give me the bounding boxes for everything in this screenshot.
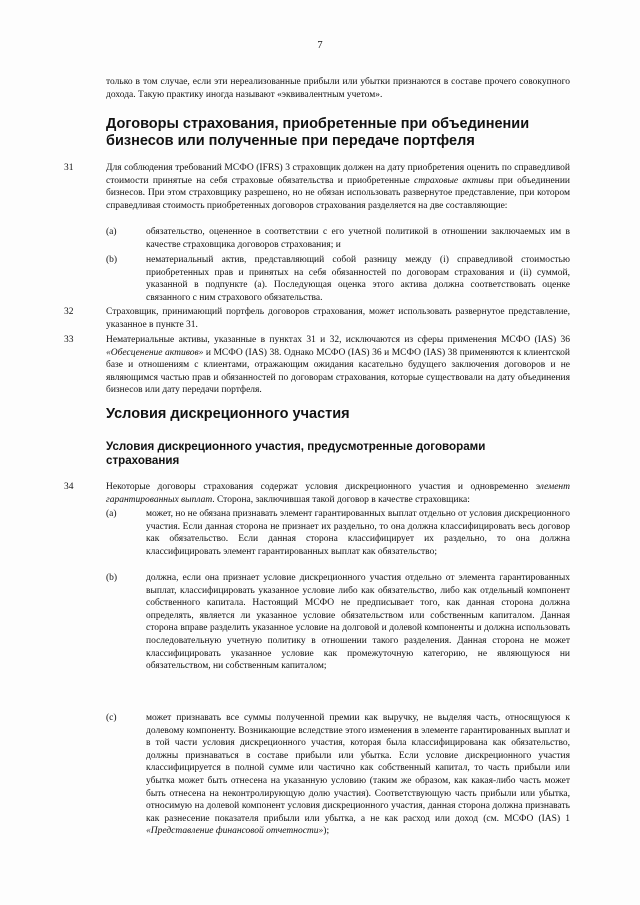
section-heading-business-combinations: Договоры страхования, приобретенные при объединении бизнесов или полученные при передаче портфеля: [106, 116, 530, 149]
paragraph-31: Для соблюдения требований МСФО (IFRS) 3 страховщик должен на дату приобретения оценить по справедливой стоимости принятые на себя страховые обязательства и приобретенные страховые активы при объединении бизнесов. При этом страховщику разрешено, но не обязан использовать развернутое представление, при котором справедливая стоимость приобретенных договоров страхования разделяется на две составляющие:: [106, 163, 570, 211]
item-label-34a: (a): [106, 509, 117, 519]
paragraph-33: Нематериальные активы, указанные в пунктах 31 и 32, исключаются из сферы применения МСФО (IAS) 36 «Обесценение активов» и МСФО (IAS) 38. Однако МСФО (IAS) 36 и МСФО (IAS) 38 применяются к клиентской базе и отношениям с клиентами, отражающим ожидания касательно будущего заключения договоров и не являющимся частью прав и обязанностей по договорам страхования, которые существовали на дату объединения бизнесов или дату передачи портфеля.: [106, 335, 570, 396]
paragraph-number-31: 31: [64, 163, 74, 173]
item-34c: может признавать все суммы полученной премии как выручку, не выделяя часть, относящуюся к долевому компоненту. Возникающие вследствие этого изменения в элементе гарантированных выплат и в той части условия дискреционного участия, которая была классифицирована как обязательство, должны признаваться в составе прибыли или убытка. Если условие дискреционного участия классифицируется в полной сумме или частично как собственный капитал, то часть прибыли или убытка может быть отнесена на указанную условию (таким же образом, как какая-либо часть может быть отнесена на неконтролирующую долю участия). Соответствующую часть прибыли или убытка, относимую на долевой компонент условия дискреционного участия, данная сторона должна признавать как разнесение показателя прибыли или убытка, а не как расход или доход (см. МСФО (IAS) 1 «Представление финансовой отчетности»);: [146, 713, 570, 837]
item-31b: нематериальный актив, представляющий собой разницу между (i) справедливой стоимостью приобретенных прав и принятых на себя обязанностей по договорам страхования и (ii) суммой, указанной в подпункте (a). Последующая оценка этого актива должна соответствовать оценке связанного с ним страхового обязательства.: [146, 255, 570, 303]
item-label-31b: (b): [106, 255, 118, 265]
item-label-31a: (a): [106, 227, 117, 237]
paragraph-number-33: 33: [64, 335, 74, 345]
page-number: 7: [317, 40, 323, 51]
item-34b: должна, если она признает условие дискреционного участия отдельно от элемента гарантированных выплат, классифицировать указанное условие либо как обязательство, либо как отдельный компонент собственного капитала. Настоящий МСФО не предписывает того, как данная сторона должна определять, является ли указанное условие обязательством или собственным капиталом. Данная сторона вправе разделить указанное условие на долговой и долевой компоненты и должна использовать последовательную учетную политику в отношении такого разделения. Данная сторона не может классифицировать указанное условие как промежуточную категорию, не являющуюся ни обязательством, ни собственным капиталом;: [146, 573, 570, 672]
section-heading-dpf: Условия дискреционного участия: [106, 406, 350, 422]
paragraph-number-32: 32: [64, 307, 74, 317]
paragraph-number-34: 34: [64, 482, 74, 492]
paragraph-32: Страховщик, принимающий портфель договоров страхования, может использовать развернутое представление, указанное в пункте 31.: [106, 307, 570, 330]
item-31a: обязательство, оцененное в соответствии с его учетной политикой в отношении заключаемых им в качестве страховщика договоров страхования; и: [146, 227, 570, 250]
item-label-34b: (b): [106, 573, 118, 583]
item-34a: может, но не обязана признавать элемент гарантированных выплат отдельно от условия дискреционного участия. Если данная сторона не признает их раздельно, то она должна классифицировать весь договор как обязательство. Если данная сторона классифицирует их раздельно, то она должна классифицировать элемент гарантированных выплат как обязательство;: [146, 509, 570, 557]
subsection-heading-dpf-contracts: Условия дискреционного участия, предусмотренные договорами страхования: [106, 440, 486, 467]
item-label-34c: (c): [106, 713, 117, 723]
paragraph-34: Некоторые договоры страхования содержат условия дискреционного участия и одновременно элемент гарантированных выплат. Сторона, заключившая такой договор в качестве страховщика:: [106, 482, 570, 505]
intro-paragraph: только в том случае, если эти нереализованные прибыли или убытки признаются в составе прочего совокупного дохода. Такую практику иногда называют «эквивалентным учетом».: [106, 77, 570, 100]
